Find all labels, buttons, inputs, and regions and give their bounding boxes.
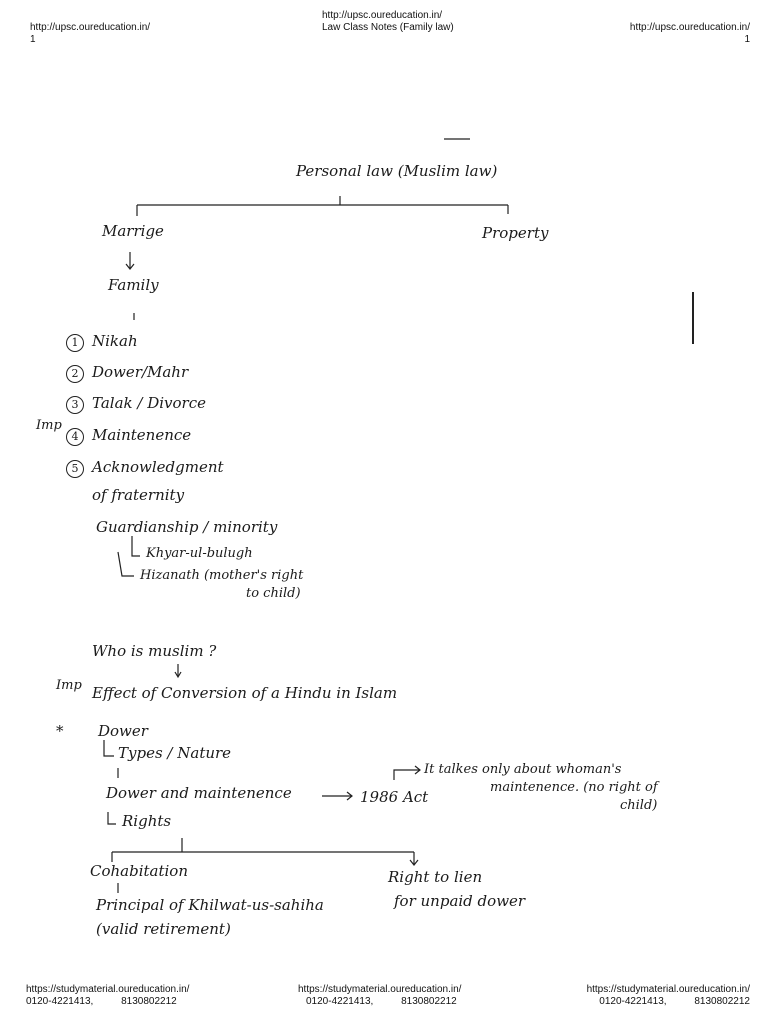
- act-note-line-2: maintenence. (no right of: [490, 780, 658, 795]
- footer-center-url[interactable]: https://studymaterial.oureducation.in/: [298, 984, 462, 995]
- footer-right-url[interactable]: https://studymaterial.oureducation.in/: [586, 984, 750, 995]
- item-text: Talak / Divorce: [92, 394, 206, 412]
- footer-left-phone: [26, 996, 177, 1008]
- footer-right-phone: [599, 996, 750, 1008]
- for-unpaid-dower: for unpaid dower: [394, 892, 526, 910]
- conversion-effect: Effect of Conversion of a Hindu in Islam: [92, 684, 398, 702]
- types-nature: Types / Nature: [118, 744, 232, 762]
- dower-heading: Dower: [98, 722, 148, 740]
- phone-number: 8130802212: [401, 996, 457, 1007]
- family-label: Family: [108, 276, 159, 294]
- dower-and-maintenance: Dower and maintenence: [106, 784, 292, 802]
- star-bullet: *: [56, 722, 64, 740]
- item-number: 1: [66, 334, 84, 352]
- item-number: 5: [66, 460, 84, 478]
- footer-left-url[interactable]: https://studymaterial.oureducation.in/: [26, 984, 190, 995]
- header-left-url[interactable]: http://upsc.oureducation.in/: [30, 22, 151, 33]
- item-number: 2: [66, 365, 84, 383]
- footer-center-phone: [306, 996, 457, 1008]
- phone-number: 0120-4221413,: [306, 996, 374, 1007]
- who-is-muslim: Who is muslim ?: [92, 642, 217, 660]
- phone-number: 0120-4221413,: [26, 996, 94, 1007]
- list-item-3: [66, 394, 206, 414]
- list-item-2: [66, 363, 188, 383]
- branch-marrige: Marrige: [102, 222, 164, 240]
- rights-heading: Rights: [122, 812, 172, 830]
- act-note-line-3: child): [620, 798, 658, 813]
- phone-number: 8130802212: [121, 996, 177, 1007]
- guardianship: Guardianship / minority: [96, 518, 278, 536]
- header-right-url[interactable]: http://upsc.oureducation.in/: [629, 22, 750, 33]
- item-number: 3: [66, 396, 84, 414]
- khyar-ul-bulugh: Khyar-ul-bulugh: [146, 546, 253, 561]
- khilwat-us-sahiha: Principal of Khilwat-us-sahiha: [96, 896, 324, 914]
- item-text: Acknowledgment: [92, 458, 224, 476]
- valid-retirement: (valid retirement): [96, 920, 231, 938]
- branch-property: Property: [482, 224, 549, 242]
- item5-continuation: of fraternity: [92, 486, 185, 504]
- act-note-line-1: It talkes only about whoman's: [424, 762, 622, 777]
- list-item-5: [66, 458, 224, 478]
- imp-mark-2: Imp: [56, 678, 82, 693]
- right-to-lien: Right to lien: [388, 868, 483, 886]
- list-item-4: [66, 426, 191, 446]
- cohabitation: Cohabitation: [90, 862, 188, 880]
- item-text: Maintenence: [92, 426, 192, 444]
- hizanath: Hizanath (mother's right: [140, 568, 304, 583]
- header-center-url[interactable]: http://upsc.oureducation.in/: [322, 10, 443, 21]
- item-text: Nikah: [92, 332, 138, 350]
- item-number: 4: [66, 428, 84, 446]
- hizanath-continuation: to child): [246, 586, 301, 601]
- header-right-page: 1: [744, 34, 750, 45]
- list-item-1: [66, 332, 138, 352]
- act-1986: 1986 Act: [360, 788, 429, 806]
- phone-number: 8130802212: [694, 996, 750, 1007]
- header-center-title: Law Class Notes (Family law): [322, 22, 454, 33]
- notes-title: Personal law (Muslim law): [296, 162, 498, 180]
- phone-number: 0120-4221413,: [599, 996, 667, 1007]
- header-left-page: 1: [30, 34, 36, 45]
- item-text: Dower/Mahr: [92, 363, 189, 381]
- imp-mark-1: Imp: [36, 418, 62, 433]
